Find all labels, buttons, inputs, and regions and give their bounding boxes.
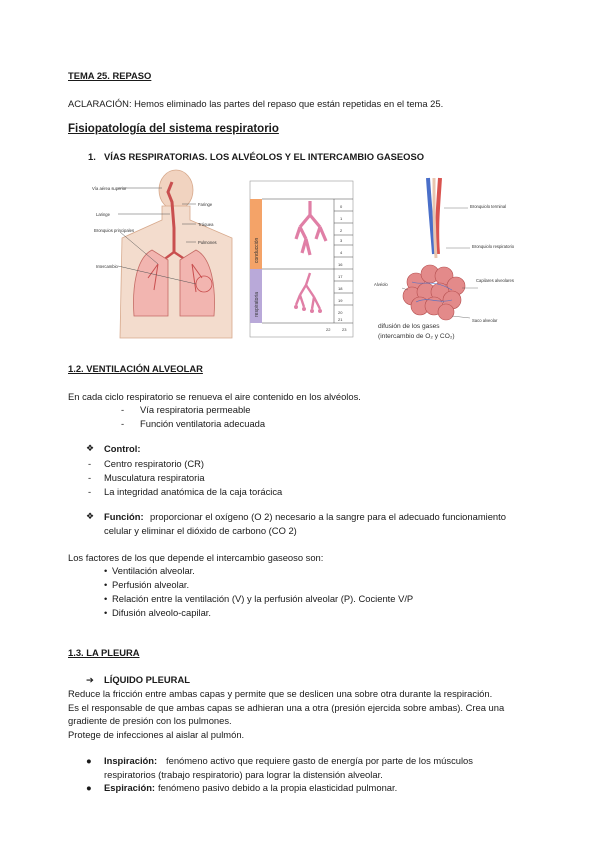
- label-terminal-bronchiole: Bronquiolo terminal: [470, 204, 507, 209]
- label-larynx: Laringe: [96, 212, 110, 217]
- list-item: Función ventilatoria adecuada: [140, 418, 266, 429]
- bullet-icon: •: [104, 607, 108, 618]
- bullet-icon: ●: [86, 755, 92, 766]
- list-item: Centro respiratorio (CR): [104, 458, 205, 469]
- pleural-p1: Reduce la fricción entre ambas capas y permite que se deslicen una sobre otra durante la respiración.: [68, 688, 493, 699]
- svg-text:23: 23: [342, 327, 347, 332]
- dash-bullet: -: [88, 458, 92, 469]
- list-item: Relación entre la ventilación (V) y la perfusión alveolar (P). Cociente V/P: [112, 593, 414, 604]
- list-item: Difusión alveolo-capilar.: [112, 607, 212, 618]
- alveoli-caption-2: (intercambio de O₂ y CO₂): [378, 333, 455, 340]
- svg-text:16: 16: [338, 262, 343, 267]
- expiration-label: Espiración:: [104, 782, 156, 793]
- diamond-bullet-icon: ❖: [86, 443, 95, 453]
- label-capillaries: Capilares alveolares: [476, 278, 514, 283]
- label-lungs: Pulmones: [198, 240, 217, 245]
- list-item: Ventilación alveolar.: [112, 565, 195, 576]
- label-pharynx: Faringe: [198, 202, 213, 207]
- bullet-icon: •: [104, 579, 108, 590]
- function-label: Función:: [104, 511, 144, 522]
- bullet-icon: ●: [86, 782, 92, 793]
- factors-intro: Los factores de los que depende el intercambio gaseoso son:: [68, 552, 324, 563]
- expiration-text: fenómeno pasivo debido a la propia elasticidad pulmonar.: [158, 782, 398, 793]
- list-item: Musculatura respiratoria: [104, 472, 205, 483]
- respiratory-system-figure: [92, 168, 238, 350]
- svg-text:1: 1: [340, 216, 343, 221]
- function-text-1: proporcionar el oxígeno (O 2) necesario a la sangre para el adecuado funcionamiento: [150, 511, 506, 522]
- dash-bullet: -: [121, 404, 125, 415]
- zone-conduction: conducción: [254, 237, 260, 263]
- dash-bullet: -: [88, 486, 92, 497]
- svg-text:0: 0: [340, 204, 343, 209]
- bullet-icon: •: [104, 593, 108, 604]
- pleural-p2a: Es el responsable de que ambas capas se adhieran una a otra (presión ejercida sobre ambas). Crea una: [68, 702, 505, 713]
- main-heading: Fisiopatología del sistema respiratorio: [68, 123, 279, 135]
- label-alveolus: Alvéolo: [374, 282, 388, 287]
- section12-intro: En cada ciclo respiratorio se renueva el aire contenido en los alvéolos.: [68, 391, 361, 402]
- inspiration-text-2: respiratorios (trabajo respiratorio) para lograr la distensión alveolar.: [104, 769, 383, 780]
- airway-zones-figure: [250, 181, 353, 337]
- clarification: ACLARACIÓN: Hemos eliminado las partes del repaso que están repetidas en el tema 25.: [68, 98, 444, 109]
- alveoli-caption-1: difusión de los gases: [378, 323, 440, 330]
- svg-text:18: 18: [338, 286, 343, 291]
- label-respiratory-bronchiole: Bronquiolo respiratorio: [472, 244, 515, 249]
- svg-text:19: 19: [338, 298, 343, 303]
- inspiration-label: Inspiración:: [104, 755, 158, 766]
- list-item: Vía respiratoria permeable: [140, 404, 251, 415]
- svg-text:21: 21: [338, 317, 343, 322]
- control-label: Control:: [104, 443, 141, 454]
- svg-text:22: 22: [326, 327, 331, 332]
- bullet-icon: •: [104, 565, 108, 576]
- label-exchange: Intercambio: [96, 264, 118, 269]
- svg-text:3: 3: [340, 238, 343, 243]
- dash-bullet: -: [121, 418, 125, 429]
- inspiration-text-1: fenómeno activo que requiere gasto de energía por parte de los músculos: [166, 755, 473, 766]
- svg-text:20: 20: [338, 310, 343, 315]
- zone-respiratory: respiratoria: [254, 291, 260, 317]
- arrow-icon: ➔: [86, 674, 94, 685]
- label-trachea: Tráquea: [198, 222, 214, 227]
- svg-text:17: 17: [338, 274, 343, 279]
- pleural-p3: Protege de infecciones al aislar al pulmón.: [68, 729, 245, 740]
- list-item: La integridad anatómica de la caja torácica: [104, 486, 283, 497]
- dash-bullet: -: [88, 472, 92, 483]
- list-item: Perfusión alveolar.: [112, 579, 190, 590]
- svg-text:4: 4: [340, 250, 343, 255]
- svg-text:2: 2: [340, 228, 343, 233]
- function-text-2: celular y eliminar el dióxido de carbono (CO 2): [104, 525, 297, 536]
- section1-number: 1.: [88, 151, 96, 162]
- label-alveolar-sac: Saco alveolar: [472, 318, 498, 323]
- diamond-bullet-icon: ❖: [86, 511, 95, 521]
- label-upper-airway: Vía aérea superior: [92, 186, 127, 191]
- doc-title: TEMA 25. REPASO: [68, 70, 152, 81]
- pleural-p2b: gradiente de presión con los pulmones.: [68, 715, 232, 726]
- label-bronchi: Bronquios principales: [94, 228, 135, 233]
- section1-title: VÍAS RESPIRATORIAS. LOS ALVÉOLOS Y EL INTERCAMBIO GASEOSO: [104, 151, 425, 162]
- section13-title: 1.3. LA PLEURA: [68, 647, 140, 658]
- pleural-fluid-heading: LÍQUIDO PLEURAL: [104, 674, 190, 685]
- section12-title: 1.2. VENTILACIÓN ALVEOLAR: [68, 363, 203, 374]
